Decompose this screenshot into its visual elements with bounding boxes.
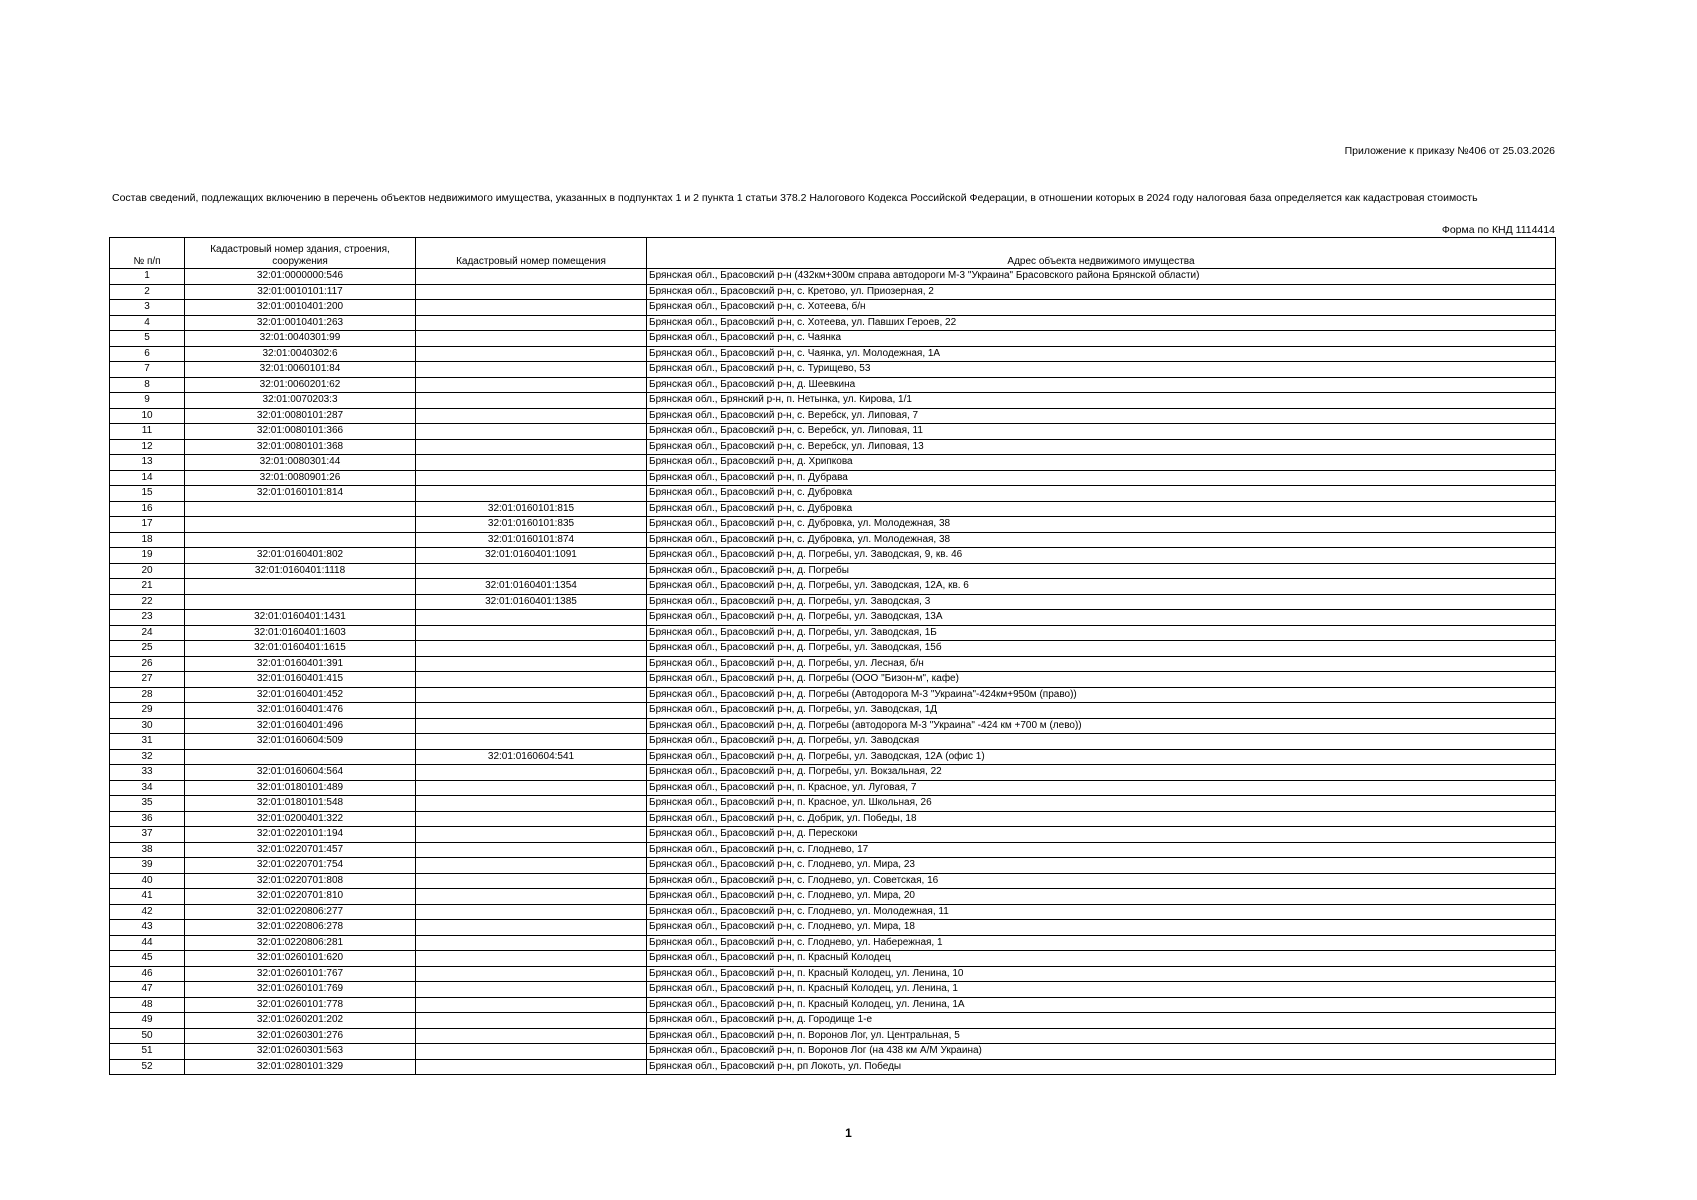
row-number: 22 (110, 594, 185, 610)
object-address: Брянская обл., Брасовский р-н, с. Глоднево, ул. Набережная, 1 (647, 935, 1556, 951)
building-cadastral-number (185, 532, 416, 548)
row-number: 15 (110, 486, 185, 502)
table-row (110, 455, 1556, 471)
building-cadastral-number: 32:01:0070203:3 (185, 393, 416, 409)
building-cadastral-number: 32:01:0160401:391 (185, 656, 416, 672)
room-cadastral-number (416, 765, 647, 781)
room-cadastral-number (416, 315, 647, 331)
building-cadastral-number: 32:01:0160401:476 (185, 703, 416, 719)
object-address: Брянская обл., Брасовский р-н, д. Хрипкова (647, 455, 1556, 471)
table-row (110, 594, 1556, 610)
table-body (110, 269, 1556, 1075)
room-cadastral-number (416, 1044, 647, 1060)
object-address: Брянская обл., Брасовский р-н, д. Погребы, ул. Заводская (647, 734, 1556, 750)
row-number: 30 (110, 718, 185, 734)
room-cadastral-number: 32:01:0160401:1354 (416, 579, 647, 595)
row-number: 52 (110, 1059, 185, 1075)
room-cadastral-number (416, 408, 647, 424)
room-cadastral-number (416, 269, 647, 285)
table-row (110, 501, 1556, 517)
object-address: Брянская обл., Брасовский р-н, с. Хотеева, б/н (647, 300, 1556, 316)
table-row (110, 1028, 1556, 1044)
row-number: 47 (110, 982, 185, 998)
row-number: 6 (110, 346, 185, 362)
object-address: Брянская обл., Брасовский р-н, с. Кретово, ул. Приозерная, 2 (647, 284, 1556, 300)
building-cadastral-number: 32:01:0160401:1603 (185, 625, 416, 641)
building-cadastral-number: 32:01:0010401:263 (185, 315, 416, 331)
table-row (110, 749, 1556, 765)
building-cadastral-number: 32:01:0260101:769 (185, 982, 416, 998)
room-cadastral-number (416, 951, 647, 967)
row-number: 16 (110, 501, 185, 517)
building-cadastral-number: 32:01:0160604:509 (185, 734, 416, 750)
building-cadastral-number: 32:01:0260301:563 (185, 1044, 416, 1060)
object-address: Брянская обл., Брасовский р-н, д. Шеевкина (647, 377, 1556, 393)
object-address: Брянская обл., Брасовский р-н, рп Локоть, ул. Победы (647, 1059, 1556, 1075)
building-cadastral-number: 32:01:0010101:117 (185, 284, 416, 300)
row-number: 7 (110, 362, 185, 378)
row-number: 18 (110, 532, 185, 548)
row-number: 11 (110, 424, 185, 440)
room-cadastral-number (416, 904, 647, 920)
row-number: 14 (110, 470, 185, 486)
row-number: 41 (110, 889, 185, 905)
object-address: Брянская обл., Брасовский р-н, д. Погребы, ул. Заводская, 1Б (647, 625, 1556, 641)
table-header (110, 238, 1556, 269)
object-address: Брянская обл., Брасовский р-н, д. Погребы, ул. Заводская, 9, кв. 46 (647, 548, 1556, 564)
object-address: Брянская обл., Брасовский р-н, д. Погребы, ул. Заводская, 12А (офис 1) (647, 749, 1556, 765)
building-cadastral-number: 32:01:0200401:322 (185, 811, 416, 827)
row-number: 45 (110, 951, 185, 967)
room-cadastral-number (416, 393, 647, 409)
building-cadastral-number: 32:01:0080101:366 (185, 424, 416, 440)
table-row (110, 966, 1556, 982)
room-cadastral-number: 32:01:0160101:874 (416, 532, 647, 548)
building-cadastral-number (185, 501, 416, 517)
room-cadastral-number (416, 734, 647, 750)
object-address: Брянская обл., Брасовский р-н, д. Погребы, ул. Лесная, б/н (647, 656, 1556, 672)
room-cadastral-number (416, 873, 647, 889)
row-number: 36 (110, 811, 185, 827)
object-address: Брянская обл., Брасовский р-н, с. Глоднево, ул. Советская, 16 (647, 873, 1556, 889)
page-number: 1 (845, 1126, 852, 1140)
row-number: 33 (110, 765, 185, 781)
object-address: Брянская обл., Брасовский р-н, д. Погребы (ООО "Бизон-м", кафе) (647, 672, 1556, 688)
object-address: Брянская обл., Брасовский р-н, д. Погребы (автодорога М-3 "Украина" -424 км +700 м (лево)) (647, 718, 1556, 734)
column-header-room-cadastral: Кадастровый номер помещения (416, 238, 647, 269)
table-row (110, 393, 1556, 409)
row-number: 32 (110, 749, 185, 765)
table-header-row (110, 238, 1556, 269)
object-address: Брянская обл., Брасовский р-н, д. Погребы, ул. Заводская, 1Д (647, 703, 1556, 719)
room-cadastral-number (416, 780, 647, 796)
room-cadastral-number (416, 377, 647, 393)
room-cadastral-number (416, 1028, 647, 1044)
building-cadastral-number: 32:01:0220101:194 (185, 827, 416, 843)
row-number: 28 (110, 687, 185, 703)
building-cadastral-number: 32:01:0220806:281 (185, 935, 416, 951)
object-address: Брянская обл., Брасовский р-н, д. Погребы, ул. Вокзальная, 22 (647, 765, 1556, 781)
row-number: 19 (110, 548, 185, 564)
row-number: 31 (110, 734, 185, 750)
table-row (110, 1059, 1556, 1075)
object-address: Брянская обл., Брасовский р-н, п. Красный Колодец, ул. Ленина, 10 (647, 966, 1556, 982)
table-row (110, 1013, 1556, 1029)
row-number: 34 (110, 780, 185, 796)
room-cadastral-number (416, 641, 647, 657)
object-address: Брянская обл., Брасовский р-н, д. Погребы (647, 563, 1556, 579)
room-cadastral-number (416, 455, 647, 471)
table-row (110, 548, 1556, 564)
room-cadastral-number (416, 362, 647, 378)
room-cadastral-number (416, 718, 647, 734)
row-number: 27 (110, 672, 185, 688)
row-number: 26 (110, 656, 185, 672)
object-address: Брянская обл., Брасовский р-н, п. Красный Колодец, ул. Ленина, 1 (647, 982, 1556, 998)
room-cadastral-number (416, 920, 647, 936)
object-address: Брянская обл., Брасовский р-н, п. Воронов Лог (на 438 км А/М Украина) (647, 1044, 1556, 1060)
room-cadastral-number (416, 811, 647, 827)
room-cadastral-number (416, 703, 647, 719)
object-address: Брянская обл., Брасовский р-н, с. Веребск, ул. Липовая, 11 (647, 424, 1556, 440)
object-address: Брянская обл., Брасовский р-н, п. Красное, ул. Школьная, 26 (647, 796, 1556, 812)
building-cadastral-number: 32:01:0010401:200 (185, 300, 416, 316)
object-address: Брянская обл., Брасовский р-н, с. Глоднево, 17 (647, 842, 1556, 858)
object-address: Брянская обл., Брасовский р-н, с. Дубровка (647, 501, 1556, 517)
row-number: 40 (110, 873, 185, 889)
room-cadastral-number (416, 796, 647, 812)
building-cadastral-number: 32:01:0220806:278 (185, 920, 416, 936)
building-cadastral-number: 32:01:0080101:287 (185, 408, 416, 424)
object-address: Брянская обл., Брасовский р-н, п. Красный Колодец, ул. Ленина, 1А (647, 997, 1556, 1013)
row-number: 29 (110, 703, 185, 719)
row-number: 35 (110, 796, 185, 812)
building-cadastral-number: 32:01:0260101:767 (185, 966, 416, 982)
building-cadastral-number: 32:01:0040301:99 (185, 331, 416, 347)
object-address: Брянская обл., Брасовский р-н, п. Дубрава (647, 470, 1556, 486)
building-cadastral-number (185, 594, 416, 610)
room-cadastral-number (416, 889, 647, 905)
table-row (110, 811, 1556, 827)
building-cadastral-number: 32:01:0160401:1118 (185, 563, 416, 579)
building-cadastral-number: 32:01:0160101:814 (185, 486, 416, 502)
table-row (110, 284, 1556, 300)
table-row (110, 625, 1556, 641)
row-number: 49 (110, 1013, 185, 1029)
building-cadastral-number: 32:01:0080101:368 (185, 439, 416, 455)
object-address: Брянская обл., Брасовский р-н, с. Веребск, ул. Липовая, 7 (647, 408, 1556, 424)
table-row (110, 517, 1556, 533)
object-address: Брянская обл., Брасовский р-н, д. Погребы (Автодорога М-3 "Украина"-424км+950м (право)) (647, 687, 1556, 703)
room-cadastral-number: 32:01:0160101:815 (416, 501, 647, 517)
building-cadastral-number: 32:01:0080301:44 (185, 455, 416, 471)
object-address: Брянская обл., Брасовский р-н, д. Погребы, ул. Заводская, 12А, кв. 6 (647, 579, 1556, 595)
object-address: Брянская обл., Брасовский р-н, с. Дубровка, ул. Молодежная, 38 (647, 517, 1556, 533)
table-row (110, 904, 1556, 920)
document-title: Состав сведений, подлежащих включению в перечень объектов недвижимого имущества, указанных в подпунктах 1 и 2 пункта 1 статьи 378.2 Налогового Кодекса Российской Федерации, в отношении которых в 2024 году налоговая база определяется как кадастровая стоимость (112, 192, 1478, 204)
column-header-building-cadastral: Кадастровый номер здания, строения, сооружения (185, 238, 416, 269)
building-cadastral-number: 32:01:0160401:1615 (185, 641, 416, 657)
table-row (110, 408, 1556, 424)
room-cadastral-number (416, 827, 647, 843)
table-row (110, 346, 1556, 362)
table-row (110, 889, 1556, 905)
table-row (110, 827, 1556, 843)
object-address: Брянская обл., Брасовский р-н, с. Дубровка (647, 486, 1556, 502)
table-row (110, 718, 1556, 734)
room-cadastral-number (416, 424, 647, 440)
room-cadastral-number (416, 1059, 647, 1075)
room-cadastral-number (416, 982, 647, 998)
object-address: Брянская обл., Брасовский р-н, п. Красное, ул. Луговая, 7 (647, 780, 1556, 796)
room-cadastral-number (416, 935, 647, 951)
object-address: Брянская обл., Брасовский р-н, п. Воронов Лог, ул. Центральная, 5 (647, 1028, 1556, 1044)
object-address: Брянская обл., Брасовский р-н, с. Турищево, 53 (647, 362, 1556, 378)
building-cadastral-number (185, 517, 416, 533)
table-row (110, 300, 1556, 316)
table-row (110, 1044, 1556, 1060)
table-row (110, 439, 1556, 455)
room-cadastral-number (416, 346, 647, 362)
table-row (110, 703, 1556, 719)
table-row (110, 610, 1556, 626)
building-cadastral-number: 32:01:0220701:810 (185, 889, 416, 905)
room-cadastral-number (416, 300, 647, 316)
row-number: 37 (110, 827, 185, 843)
row-number: 1 (110, 269, 185, 285)
row-number: 50 (110, 1028, 185, 1044)
property-registry-table (109, 237, 1556, 1075)
building-cadastral-number: 32:01:0160401:415 (185, 672, 416, 688)
row-number: 42 (110, 904, 185, 920)
room-cadastral-number: 32:01:0160401:1091 (416, 548, 647, 564)
room-cadastral-number (416, 1013, 647, 1029)
column-header-number: № п/п (110, 238, 185, 269)
table-row (110, 997, 1556, 1013)
room-cadastral-number (416, 439, 647, 455)
object-address: Брянская обл., Брасовский р-н, д. Перескоки (647, 827, 1556, 843)
table-row (110, 269, 1556, 285)
table-row (110, 486, 1556, 502)
form-code: Форма по КНД 1114414 (1441, 224, 1555, 236)
object-address: Брянская обл., Брасовский р-н, с. Веребск, ул. Липовая, 13 (647, 439, 1556, 455)
row-number: 43 (110, 920, 185, 936)
row-number: 23 (110, 610, 185, 626)
room-cadastral-number (416, 563, 647, 579)
object-address: Брянская обл., Брасовский р-н (432км+300м справа автодороги М-3 "Украина" Брасовского района Брянской области) (647, 269, 1556, 285)
object-address: Брянская обл., Брасовский р-н, п. Красный Колодец (647, 951, 1556, 967)
row-number: 25 (110, 641, 185, 657)
object-address: Брянская обл., Брасовский р-н, д. Погребы, ул. Заводская, 3 (647, 594, 1556, 610)
table-row (110, 858, 1556, 874)
object-address: Брянская обл., Брасовский р-н, с. Дубровка, ул. Молодежная, 38 (647, 532, 1556, 548)
table-row (110, 315, 1556, 331)
table-row (110, 842, 1556, 858)
building-cadastral-number: 32:01:0220701:808 (185, 873, 416, 889)
table-row (110, 377, 1556, 393)
object-address: Брянская обл., Брасовский р-н, д. Погребы, ул. Заводская, 13А (647, 610, 1556, 626)
object-address: Брянская обл., Брасовский р-н, д. Городище 1-е (647, 1013, 1556, 1029)
room-cadastral-number (416, 997, 647, 1013)
row-number: 46 (110, 966, 185, 982)
object-address: Брянская обл., Брасовский р-н, с. Чаянка, ул. Молодежная, 1А (647, 346, 1556, 362)
row-number: 13 (110, 455, 185, 471)
building-cadastral-number: 32:01:0280101:329 (185, 1059, 416, 1075)
room-cadastral-number (416, 966, 647, 982)
room-cadastral-number (416, 331, 647, 347)
table-row (110, 765, 1556, 781)
row-number: 39 (110, 858, 185, 874)
table-row (110, 641, 1556, 657)
room-cadastral-number (416, 625, 647, 641)
building-cadastral-number: 32:01:0180101:548 (185, 796, 416, 812)
table-row (110, 579, 1556, 595)
building-cadastral-number: 32:01:0260101:620 (185, 951, 416, 967)
room-cadastral-number (416, 687, 647, 703)
building-cadastral-number: 32:01:0060201:62 (185, 377, 416, 393)
table-row (110, 563, 1556, 579)
object-address: Брянская обл., Брасовский р-н, с. Глоднево, ул. Мира, 23 (647, 858, 1556, 874)
building-cadastral-number: 32:01:0160401:1431 (185, 610, 416, 626)
row-number: 17 (110, 517, 185, 533)
object-address: Брянская обл., Брасовский р-н, д. Погребы, ул. Заводская, 15б (647, 641, 1556, 657)
building-cadastral-number: 32:01:0220701:457 (185, 842, 416, 858)
building-cadastral-number: 32:01:0260201:202 (185, 1013, 416, 1029)
table-row (110, 362, 1556, 378)
room-cadastral-number: 32:01:0160401:1385 (416, 594, 647, 610)
table-row (110, 532, 1556, 548)
object-address: Брянская обл., Брянский р-н, п. Нетынка, ул. Кирова, 1/1 (647, 393, 1556, 409)
room-cadastral-number (416, 672, 647, 688)
row-number: 20 (110, 563, 185, 579)
row-number: 44 (110, 935, 185, 951)
room-cadastral-number: 32:01:0160101:835 (416, 517, 647, 533)
building-cadastral-number: 32:01:0180101:489 (185, 780, 416, 796)
building-cadastral-number: 32:01:0160401:802 (185, 548, 416, 564)
object-address: Брянская обл., Брасовский р-н, с. Добрик, ул. Победы, 18 (647, 811, 1556, 827)
row-number: 5 (110, 331, 185, 347)
row-number: 2 (110, 284, 185, 300)
row-number: 8 (110, 377, 185, 393)
room-cadastral-number (416, 858, 647, 874)
row-number: 51 (110, 1044, 185, 1060)
building-cadastral-number (185, 579, 416, 595)
row-number: 48 (110, 997, 185, 1013)
building-cadastral-number: 32:01:0160604:564 (185, 765, 416, 781)
object-address: Брянская обл., Брасовский р-н, с. Глоднево, ул. Молодежная, 11 (647, 904, 1556, 920)
row-number: 3 (110, 300, 185, 316)
building-cadastral-number: 32:01:0060101:84 (185, 362, 416, 378)
building-cadastral-number: 32:01:0080901:26 (185, 470, 416, 486)
building-cadastral-number (185, 749, 416, 765)
table-row (110, 470, 1556, 486)
table-row (110, 780, 1556, 796)
building-cadastral-number: 32:01:0160401:496 (185, 718, 416, 734)
table-row (110, 873, 1556, 889)
row-number: 38 (110, 842, 185, 858)
row-number: 10 (110, 408, 185, 424)
building-cadastral-number: 32:01:0220806:277 (185, 904, 416, 920)
table-row (110, 951, 1556, 967)
room-cadastral-number (416, 486, 647, 502)
building-cadastral-number: 32:01:0040302:6 (185, 346, 416, 362)
table-row (110, 982, 1556, 998)
object-address: Брянская обл., Брасовский р-н, с. Глоднево, ул. Мира, 18 (647, 920, 1556, 936)
room-cadastral-number: 32:01:0160604:541 (416, 749, 647, 765)
building-cadastral-number: 32:01:0160401:452 (185, 687, 416, 703)
table-row (110, 687, 1556, 703)
table-row (110, 796, 1556, 812)
row-number: 12 (110, 439, 185, 455)
row-number: 9 (110, 393, 185, 409)
appendix-reference: Приложение к приказу №406 от 25.03.2026 (1344, 145, 1555, 157)
building-cadastral-number: 32:01:0260301:276 (185, 1028, 416, 1044)
table-row (110, 734, 1556, 750)
object-address: Брянская обл., Брасовский р-н, с. Глоднево, ул. Мира, 20 (647, 889, 1556, 905)
table-row (110, 424, 1556, 440)
room-cadastral-number (416, 610, 647, 626)
building-cadastral-number: 32:01:0220701:754 (185, 858, 416, 874)
room-cadastral-number (416, 842, 647, 858)
room-cadastral-number (416, 656, 647, 672)
row-number: 4 (110, 315, 185, 331)
column-header-address: Адрес объекта недвижимого имущества (647, 238, 1556, 269)
building-cadastral-number: 32:01:0260101:778 (185, 997, 416, 1013)
table-row (110, 331, 1556, 347)
table-row (110, 920, 1556, 936)
table-row (110, 672, 1556, 688)
row-number: 21 (110, 579, 185, 595)
table-row (110, 656, 1556, 672)
object-address: Брянская обл., Брасовский р-н, с. Чаянка (647, 331, 1556, 347)
row-number: 24 (110, 625, 185, 641)
room-cadastral-number (416, 284, 647, 300)
room-cadastral-number (416, 470, 647, 486)
table-row (110, 935, 1556, 951)
object-address: Брянская обл., Брасовский р-н, с. Хотеева, ул. Павших Героев, 22 (647, 315, 1556, 331)
building-cadastral-number: 32:01:0000000:546 (185, 269, 416, 285)
